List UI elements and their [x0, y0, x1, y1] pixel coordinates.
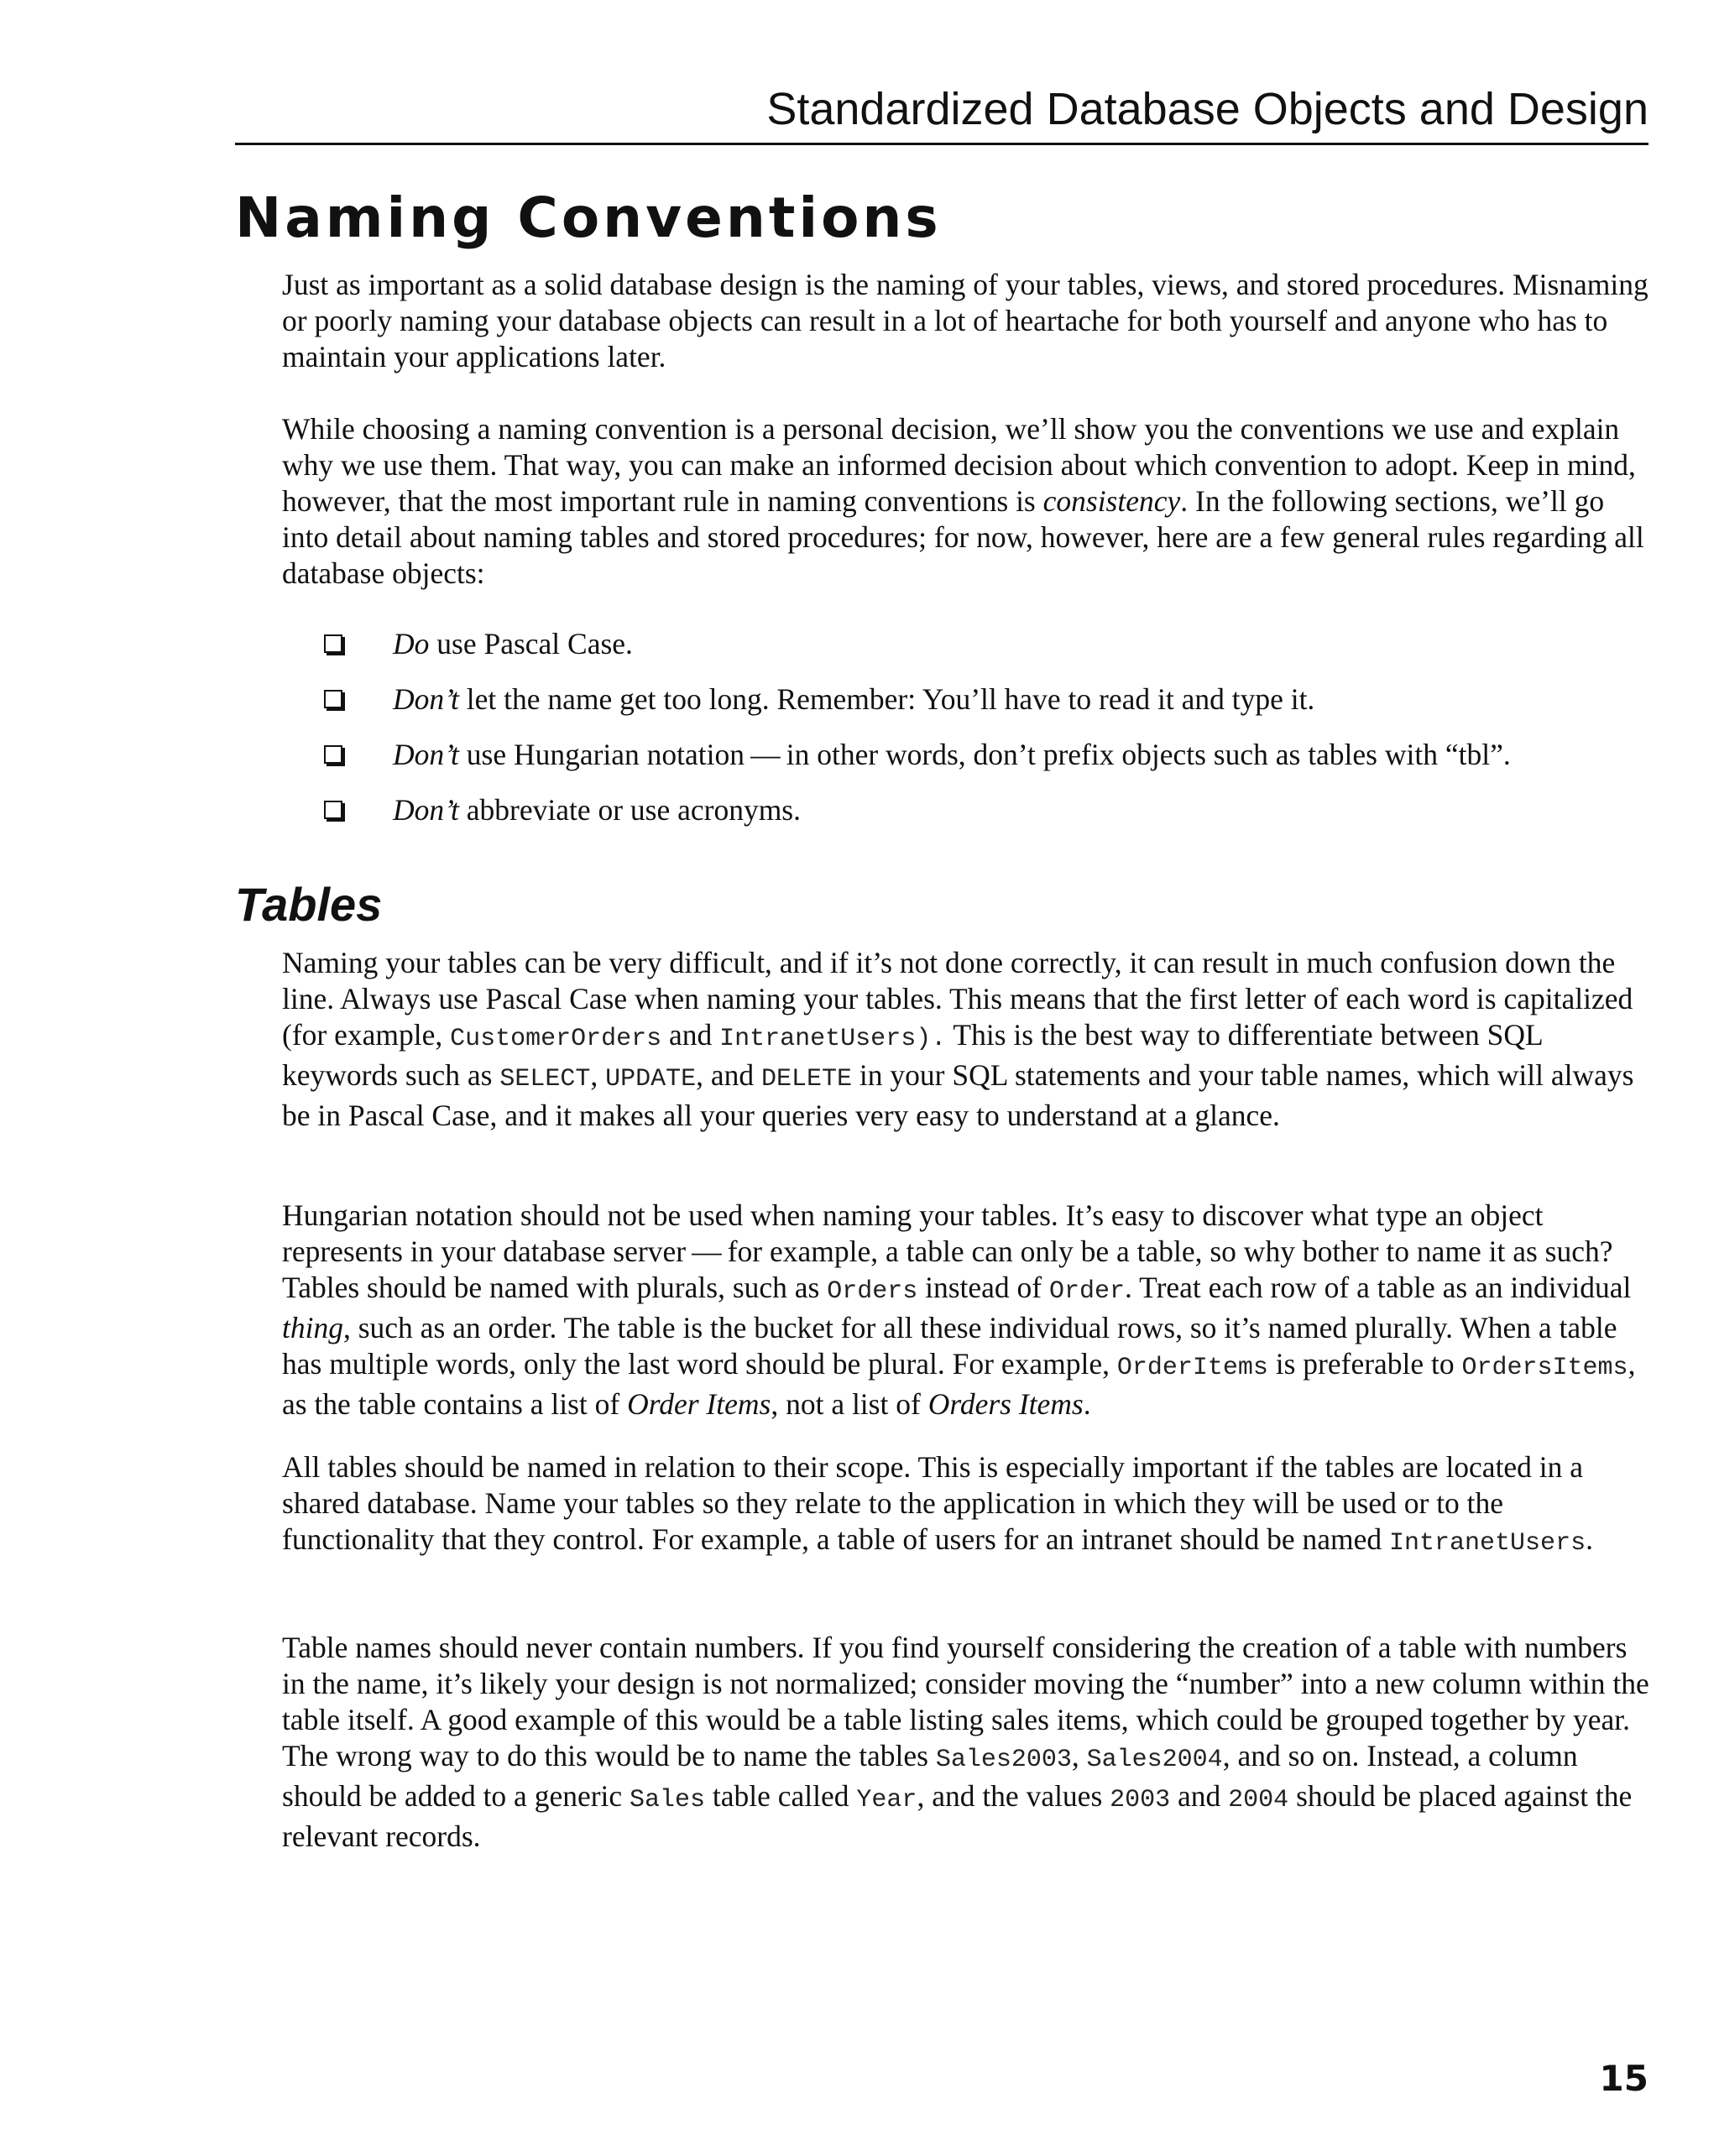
- paragraph-numbers: Table names should never contain numbers. If you find yourself considering the creation of a table with numbers in the name, it’s likely your design is not normalized; consider moving the “number” into a new column within the table itself. A good example of this would be a table listing sales items, which could be grouped together by year. The wrong way to do this would be to name the tables Sales2003, Sales2004, and so on. Instead, a column should be added to a generic Sales table called Year, and the values 2003 and 2004 should be placed against the relevant records.: [282, 1631, 1649, 1853]
- list-item: Don’t use Hungarian notation — in other words, don’t prefix objects such as tables with “tbl”.: [282, 737, 1652, 792]
- checkbox-bullet-icon: [324, 690, 342, 708]
- list-item: Do use Pascal Case.: [282, 626, 1652, 681]
- list-item: Don’t let the name get too long. Remember: You’ll have to read it and type it.: [282, 681, 1652, 737]
- section-heading-tables: Tables: [235, 878, 383, 931]
- paragraph-pascal-case: Naming your tables can be very difficult, and if it’s not done correctly, it can result in much confusion down the line. Always use Pascal Case when naming your tables. This means that the first letter of each word is capitalized (for example, CustomerOrders and IntranetUsers). This is the best way to differentiate between SQL keywords such as SELECT, UPDATE, and DELETE in your SQL statements and your table names, which will always be in Pascal Case, and it makes all your queries very easy to understand at a glance.: [282, 946, 1634, 1132]
- paragraph-scope: All tables should be named in relation to their scope. This is especially important if the tables are located in a shared database. Name your tables so they relate to the application in which they will be used or to the functionality that they control. For example, a table of users for an intranet should be named IntranetUsers.: [282, 1450, 1593, 1558]
- rules-list: [282, 626, 1652, 848]
- checkbox-bullet-icon: [324, 801, 342, 819]
- list-item: Don’t abbreviate or use acronyms.: [282, 792, 1652, 848]
- running-header: Standardized Database Objects and Design: [766, 84, 1648, 134]
- section-heading-naming-conventions: Naming Conventions: [235, 185, 942, 250]
- emphasis-consistency: consistency: [1042, 484, 1181, 518]
- page-number: 15: [1599, 2058, 1648, 2099]
- paragraph-conventions: While choosing a naming convention is a personal decision, we’ll show you the conventions we use and explain why we use them. That way, you can make an informed decision about which convention to adopt. Keep in mind, however, that the most important rule in naming conventions is consistency. In the following sections, we’ll go into detail about naming tables and stored procedures; for now, however, here are a few general rules regarding all database objects:: [282, 412, 1644, 590]
- header-rule: [235, 143, 1648, 145]
- checkbox-bullet-icon: [324, 745, 342, 764]
- checkbox-bullet-icon: [324, 634, 342, 653]
- paragraph-intro: Just as important as a solid database design is the naming of your tables, views, and stored procedures. Misnaming or poorly naming your database objects can result in a lot of heartache for both yourself and anyone who has to maintain your applications later.: [282, 268, 1648, 373]
- paragraph-hungarian-notation: Hungarian notation should not be used when naming your tables. It’s easy to discover what type an object represents in your database server — for example, a table can only be a table, so why bother to name it as such? Tables should be named with plurals, such as Orders instead of Order. Treat each row of a table as an individual thing, such as an order. The table is the bucket for all these individual rows, so it’s named plurally. When a table has multiple words, only the last word should be plural. For example, OrderItems is preferable to OrdersItems, as the table contains a list of Order Items, not a list of Orders Items.: [282, 1198, 1636, 1421]
